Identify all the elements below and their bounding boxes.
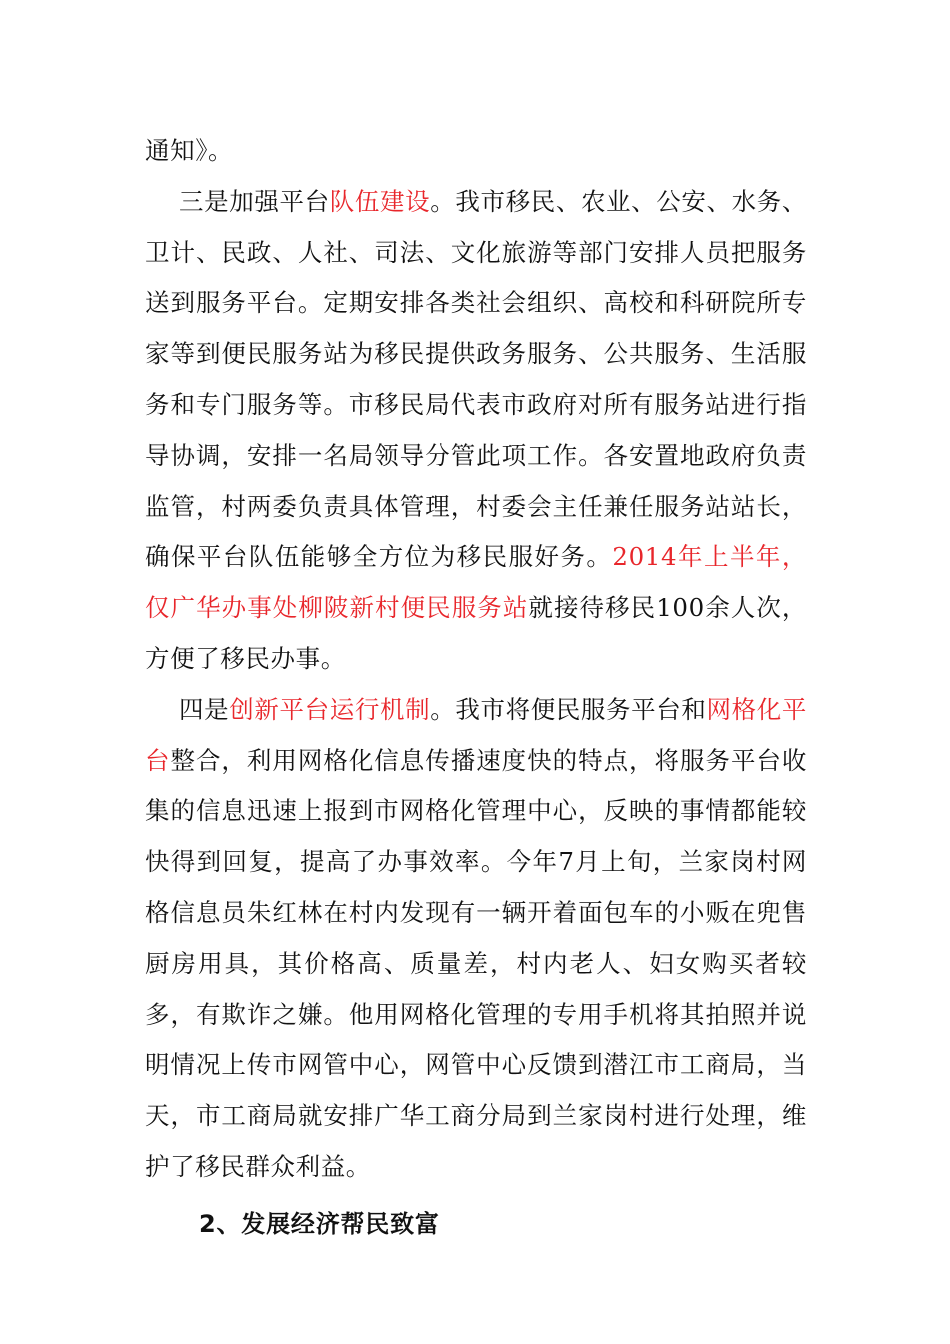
- team-building-example-body: 就接待移民100余人次，方便了移民办事。: [145, 593, 808, 673]
- team-building-body: 。我市移民、农业、公安、水务、卫计、民政、人社、司法、文化旅游等部门安排人员把服务送到服务平台。定期安排各类社会组织、高校和科研院所专家等到便民服务站为移民提供政务服务、公共服务、生活服务和专门服务等。市移民局代表市政府对所有服务站进行指导协调，安排一名局领导分管此项工作。各安置地政府负责监管，村两委负责具体管理，村委会主任兼任服务站站长，确保平台队伍能够全方位为移民服好务。: [145, 186, 807, 572]
- team-building-example-highlight: 2014年上半年，仅广华办事处柳陂新村便民服务站: [145, 542, 807, 623]
- mechanism-body-2: 整合，利用网格化信息传播速度快的特点，将服务平台收集的信息迅速上报到市网格化管理中心，反映的事情都能较快得到回复，提高了办事效率。今年7月上旬，兰家岗村网格信息员朱红林在村内发现有一辆开着面包车的小贩在兜售厨房用具，其价格高、质量差，村内老人、妇女购买者较多，有欺诈之嫌。他用网格化管理的专用手机将其拍照并说明情况上传市网管中心，网管中心反馈到潜江市工商局，当天，市工商局就安排广华工商分局到兰家岗村进行处理，维护了移民群众利益。: [145, 745, 807, 1181]
- section-heading: [145, 1199, 807, 1250]
- document-body: [145, 126, 807, 1250]
- team-building-lead: 三是加强平台: [179, 186, 330, 216]
- grid-platform-highlight: 网格化平台: [145, 694, 808, 775]
- mechanism-highlight: 创新平台运行机制: [229, 694, 431, 724]
- paragraph-mechanism-innovation: [145, 685, 807, 1193]
- paragraph-team-building: [145, 177, 807, 685]
- team-building-highlight: 队伍建设: [329, 186, 431, 216]
- notice-end-text: 通知》。: [145, 136, 234, 165]
- paragraph-notice-end: [145, 126, 807, 177]
- mechanism-lead: 四是: [179, 694, 230, 724]
- mechanism-body-1: 。我市将便民服务平台和: [430, 694, 707, 724]
- section-heading-text: 2、发展经济帮民致富: [199, 1209, 440, 1238]
